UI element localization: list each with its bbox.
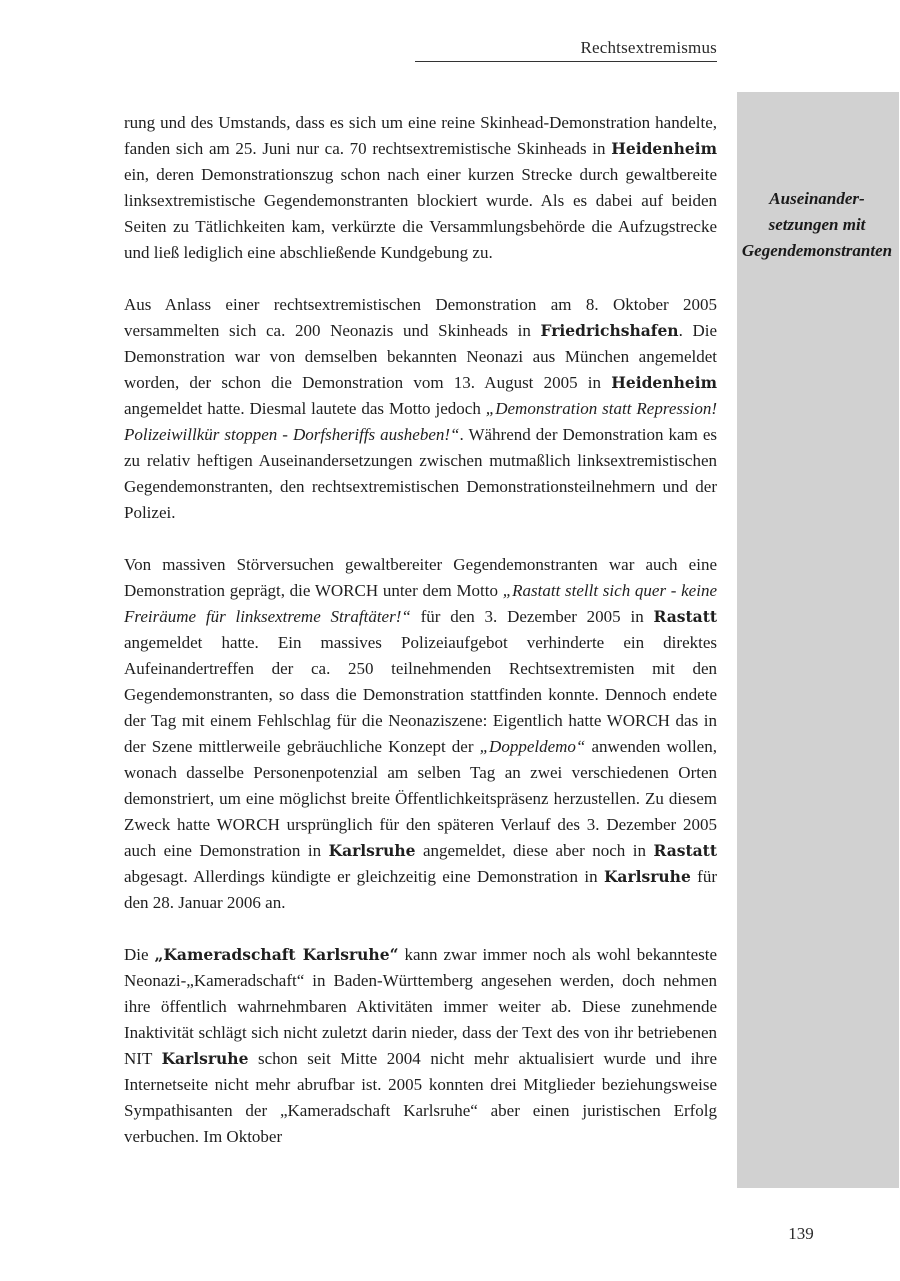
text-run: . Während der Demonstration kam es zu relativ heftigen Auseinandersetzungen zwischen mutmaßlich linksextremistischen Gegendemonstranten, den rechtsextremistischen Demonstrationsteilnehmern und der Polizei. xyxy=(124,425,717,522)
page-number: 139 xyxy=(788,1224,814,1243)
text-run: rung und des Umstands, dass es sich um eine reine Skinhead-Demonstration handelte, fanden sich am 25. Juni nur ca. 70 rechtsextremistische Skinheads in xyxy=(124,113,717,158)
concept-term: „Doppeldemo“ xyxy=(479,737,586,756)
main-text xyxy=(124,110,717,1176)
text-run: angemeldet, diese aber noch in xyxy=(415,841,654,860)
paragraph-1 xyxy=(124,110,717,266)
text-run: für den 28. Januar 2006 an. xyxy=(124,867,717,912)
place-name: Karlsruhe xyxy=(603,867,691,886)
text-run: abgesagt. Allerdings kündigte er gleichzeitig eine Demonstration in xyxy=(124,867,604,886)
text-run: kann zwar immer noch als wohl bekannteste Neonazi-„Kameradschaft“ in Baden-Württemberg angesehen werden, doch nehmen ihre öffentlich wahrnehmbaren Aktivitäten immer weiter ab. Diese zunehmende Inaktivität schlägt sich nicht zuletzt darin nieder, dass der Text des von ihr betriebenen NIT xyxy=(124,945,717,1068)
text-run: für den 3. Dezember 2005 in xyxy=(410,607,654,626)
place-name: Heidenheim xyxy=(611,139,717,158)
text-run: anwenden wollen, wonach dasselbe Personenpotenzial am selben Tag an zwei verschiedenen Orten demonstriert, um eine möglichst breite Öffentlichkeitspräsenz herzustellen. Zu diesem Zweck hatte WORCH ursprünglich für den späteren Verlauf des 3. Dezember 2005 auch eine Demonstration in xyxy=(124,737,717,860)
header-rule xyxy=(415,61,717,62)
text-run: ein, deren Demonstrationszug schon nach einer kurzen Strecke durch gewaltbereite linksextremistische Gegendemonstranten blockiert wurde. Als es dabei auf beiden Seiten zu Tätlichkeiten kam, verkürzte die Versammlungsbehörde die Aufzugstrecke und ließ lediglich eine abschließende Kundgebung zu. xyxy=(124,165,717,262)
paragraph-4 xyxy=(124,942,717,1150)
text-run: angemeldet hatte. Diesmal lautete das Motto jedoch xyxy=(124,399,486,418)
place-name: Heidenheim xyxy=(611,373,717,392)
place-name: Karlsruhe xyxy=(161,1049,249,1068)
place-name: Rastatt xyxy=(653,841,717,860)
motto-quote: „Demonstration statt Repression! Polizeiwillkür stoppen - Dorfsheriffs ausheben!“ xyxy=(124,399,717,444)
text-run: angemeldet hatte. Ein massives Polizeiaufgebot verhinderte ein direktes Aufeinandertreffen der ca. 250 teilnehmenden Rechtsextremisten mit den Gegendemonstranten, so dass die Demonstration stattfinden konnte. Dennoch endete der Tag mit einem Fehlschlag für die Neonaziszene: Eigentlich hatte WORCH das in der Szene mittlerweile gebräuchliche Konzept der xyxy=(124,633,717,756)
group-name: „Kameradschaft Karlsruhe“ xyxy=(154,945,399,964)
place-name: Friedrichshafen xyxy=(540,321,679,340)
paragraph-3 xyxy=(124,552,717,916)
place-name: Rastatt xyxy=(653,607,718,626)
motto-quote: „Rastatt stellt sich quer - keine Freiräume für linksextreme Straftäter!“ xyxy=(124,581,717,626)
text-run: . Die Demonstration war von demselben bekannten Neonazi aus München angemeldet worden, der schon die Demonstration vom 13. August 2005 in xyxy=(124,321,718,392)
text-run: schon seit Mitte 2004 nicht mehr aktualisiert wurde und ihre Internetseite nicht mehr abrufbar ist. 2005 konnten drei Mitglieder beziehungsweise Sympathisanten der „Kameradschaft Karlsruhe“ aber einen juristischen Erfolg verbuchen. Im Oktober xyxy=(124,1049,717,1146)
place-name: Karlsruhe xyxy=(328,841,416,860)
text-run: Die xyxy=(124,945,155,964)
running-head-title: Rechtsextremismus xyxy=(580,38,717,57)
text-run: Von massiven Störversuchen gewaltbereiter Gegendemonstranten war auch eine Demonstration geprägt, die WORCH unter dem Motto xyxy=(124,555,717,600)
text-run: Aus Anlass einer rechtsextremistischen Demonstration am 8. Oktober 2005 versammelten sich ca. 200 Neonazis und Skinheads in xyxy=(124,295,717,340)
paragraph-2 xyxy=(124,292,717,526)
margin-note: Auseinandersetzungen mit Gegendemonstranten xyxy=(741,189,893,260)
